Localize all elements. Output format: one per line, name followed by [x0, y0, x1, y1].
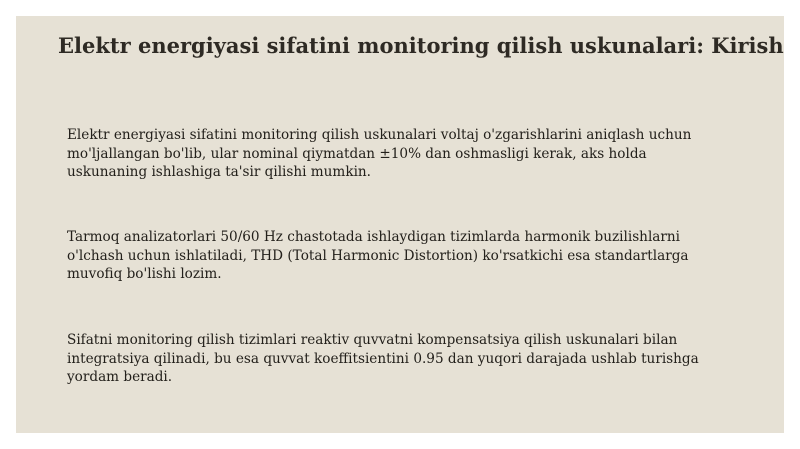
paragraph-reactive-power: Sifatni monitoring qilish tizimlari reaktiv quvvatni kompensatsiya qilish uskunalari bilan integratsiya qilinadi, bu esa quvvat koeffitsientini 0.95 dan yuqori darajada ushlab turishga yordam beradi. [67, 332, 699, 385]
paragraph-harmonics: Tarmoq analizatorlari 50/60 Hz chastotada ishlaydigan tizimlarda harmonik buzilishlarni o'lchash uchun ishlatiladi, THD (Total Harmonic Distortion) ko'rsatkichi esa standartlarga muvofiq bo'lishi lozim. [67, 229, 689, 282]
slide-title: Elektr energiyasi sifatini monitoring qilish uskunalari: Kirish [58, 33, 784, 58]
paragraph-voltage: Elektr energiyasi sifatini monitoring qilish uskunalari voltaj o'zgarishlarini aniqlash uchun mo'ljallangan bo'lib, ular nominal qiymatdan ±10% dan oshmasligi kerak, aks holda uskunaning ishlashiga ta'sir qilishi mumkin. [67, 127, 692, 180]
slide [16, 16, 784, 433]
